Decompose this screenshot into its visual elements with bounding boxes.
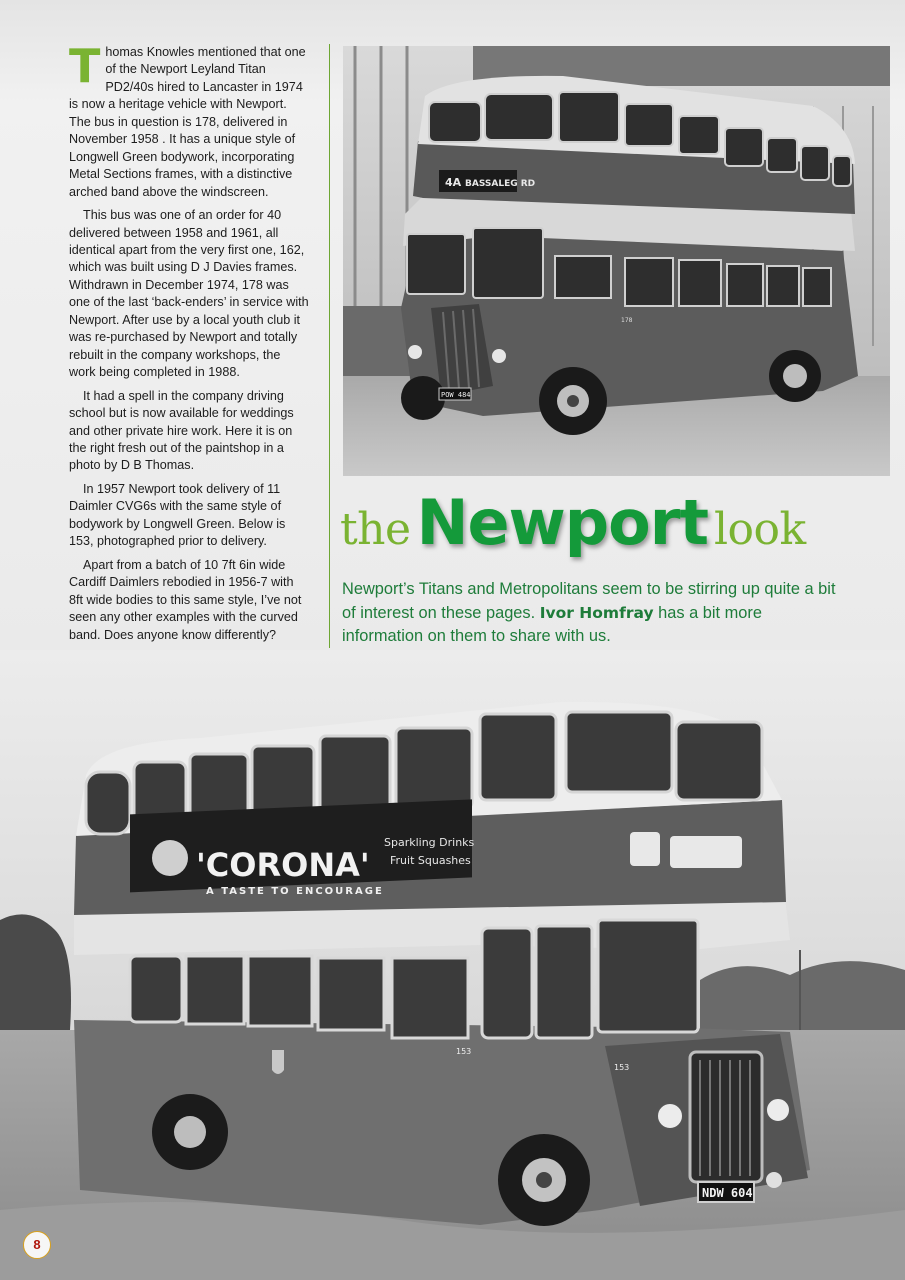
fleet-number-side: 153 <box>456 1047 472 1056</box>
article-paragraph-5: Apart from a batch of 10 7ft 6in wide Cardiff Daimlers rebodied in 1956-7 with 8ft wide bodies to this same style, I’ve not seen any other examples with the curved band. Does anyone know differently? <box>69 557 302 642</box>
photo-bus-153 <box>0 650 905 1280</box>
standfirst-tail: has a bit more information on them to share with us. <box>342 603 762 645</box>
headline-post: look <box>713 504 806 555</box>
author-name: Ivor Homfray <box>539 603 654 622</box>
registration-plate-153: NDW 604 <box>702 1186 753 1200</box>
advert-tagline: A TASTE TO ENCOURAGE <box>206 886 384 897</box>
fleet-number-178: 178 <box>621 317 633 324</box>
headline-pre: the <box>340 504 411 555</box>
article-paragraph-2: This bus was one of an order for 40 delivered between 1958 and 1961, all identical apart from the very first one, 162, which was built using D J Davies frames. Withdrawn in December 1974, 178 was one of the last ‘back-enders’ in service with Newport. After use by a local youth club it was re-purchased by Newport and totally rebuilt in the company workshops, the work being completed in 1988. <box>69 208 309 380</box>
crest-icon <box>272 1050 284 1074</box>
standfirst <box>342 578 842 649</box>
advert-line-2: Fruit Squashes <box>390 854 471 867</box>
bus-153-photo-art <box>0 650 905 1280</box>
column-divider <box>329 44 330 648</box>
registration-plate-178: POW 484 <box>441 391 471 399</box>
article-paragraph-1 <box>69 39 309 201</box>
paragraph-1-text: homas Knowles mentioned that one of the Newport Leyland Titan PD2/40s hired to Lancaster in 1974 is now a heritage vehicle with Newport. The bus in question is 178, delivered in November 1958 . It has a unique style of Longwell Green bodywork, incorporating Metal Sections frames, with a distinctive arched band above the windscreen. <box>69 45 306 199</box>
bus-178-photo-art <box>343 46 890 476</box>
headline-main: Newport <box>416 486 708 559</box>
photo-bus-178 <box>343 46 890 476</box>
fleet-number-front: 153 <box>614 1063 630 1072</box>
headline <box>340 486 880 566</box>
standfirst-lead: Newport’s Titans and Metropolitans seem to be stirring up quite a bit of interest on these pages. <box>342 580 836 622</box>
advert-brand: 'CORONA' <box>196 846 370 884</box>
article-paragraph-3: It had a spell in the company driving school but is now available for weddings and other private hire work. Here it is on the right fresh out of the paintshop in a photo by D B Thomas. <box>69 388 294 473</box>
route-number: 4A <box>445 176 462 189</box>
advert-line-1: Sparkling Drinks <box>384 836 475 849</box>
article-paragraph-4: In 1957 Newport took delivery of 11 Daimler CVG6s with the same style of bodywork by Longwell Green. Below is 153, photographed prior to delivery. <box>69 481 286 549</box>
article-body <box>69 39 309 650</box>
page-number: 8 <box>23 1231 51 1259</box>
destination-blind: BASSALEG RD <box>465 179 536 189</box>
drop-cap: T <box>69 39 101 93</box>
